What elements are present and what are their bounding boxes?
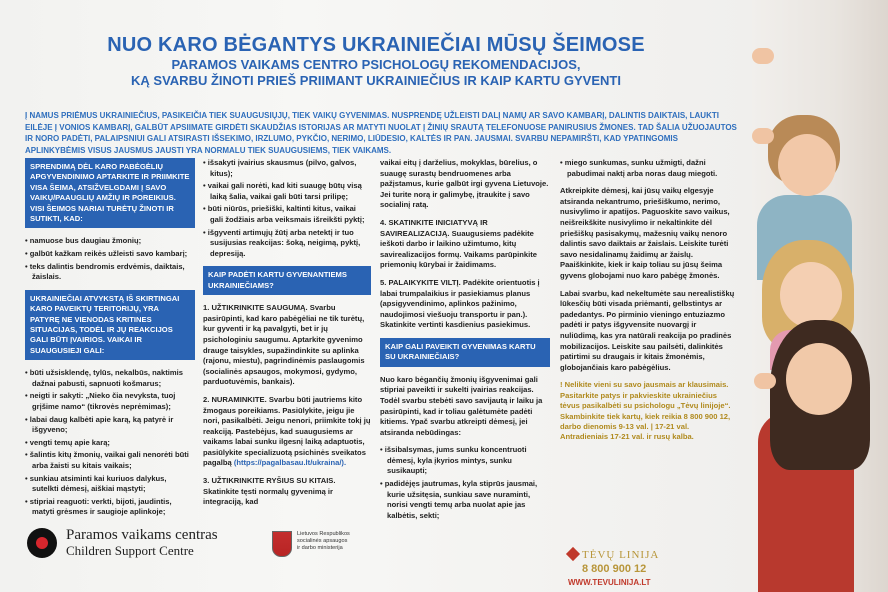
tevu-brand: TĖVŲ LINIJA bbox=[582, 549, 660, 561]
list-item: • šalintis kitų žmonių, vaikai gali nenorėti būti arba žaisti su kitais vaikais; bbox=[25, 450, 195, 471]
list-item: • būti niūrūs, priešiški, kaltinti kitus, vaikai gali žodžiais arba veiksmais išreikšti pyktį; bbox=[203, 204, 371, 225]
ministry-line-3: ir darbo ministerija bbox=[297, 545, 343, 551]
tip-3-continued: vaikai eitų į darželius, mokyklas, būrelius, o suaugę surastų bendruomenes arba pažįstamus, kurie galbūt irgi gyvena Lietuvoje. Jei turite norą ir galimybę, įtraukite į savo socialinį ratą. bbox=[380, 158, 549, 210]
list-item: • galbūt kažkam reikės užleisti savo kambarį; bbox=[25, 249, 195, 260]
tevu-phone[interactable]: 8 800 900 12 bbox=[582, 563, 647, 575]
list-item: • vengti temų apie karą; bbox=[25, 438, 195, 449]
tip-2-heading: 2. NURAMINKITE. bbox=[203, 394, 267, 404]
children-support-centre-logo bbox=[27, 527, 218, 558]
column-2 bbox=[203, 158, 371, 515]
hand-icon bbox=[752, 48, 774, 64]
list-item: • būti užsisklendę, tylūs, nekalbūs, naktimis dažnai pabusti, sapnuoti košmarus; bbox=[25, 368, 195, 389]
tip-3 bbox=[203, 476, 371, 508]
list-item: • išsibalsymas, jums sunku koncentruoti dėmesį, kyla įkyrios mintys, sunku susikaupti; bbox=[380, 445, 550, 477]
pvc-logo-icon bbox=[27, 528, 57, 558]
family-agreement-list bbox=[25, 236, 195, 282]
helpline-paragraph: ! Nelikite vieni su savo jausmais ar klausimais. Pasitarkite patys ir pakvieskite ukrainiečius tėvus pasikalbėti su psichologu „Tėvų linijoje“. Skambinkite tiek kartų, kiek reikia 8 800 900 12, darbo dienomis 9-13 val. | 17-21 val. Antradieniais 17-21 val. ir rusų kalba. bbox=[560, 380, 731, 442]
list-item: • stipriai reaguoti: verkti, bijoti, jaudintis, matyti grėsmes ir saugioje aplinkoje; bbox=[25, 497, 195, 518]
ministry-logo bbox=[272, 531, 367, 557]
info-box-how-to-help: KAIP PADĖTI KARTU GYVENANTIEMS UKRAINIEČIAMS? bbox=[203, 266, 371, 295]
tip-4 bbox=[380, 218, 550, 271]
intro-paragraph: Į NAMUS PRIĖMUS UKRAINIEČIUS, PASIKEIČIA TIEK SUAUGUSIŲJŲ, TIEK VAIKŲ GYVENIMAS. NUSPRENDĘ UŽLEISTI DALĮ NAMŲ AR SAVO KAMBARĮ, DALINTIS DAIKTAIS, LAUKTI EILĖJE Į VONIOS KAMBARĮ, GALBŪT APSIIMATE GIRDĖTI SKAUDŽIAS ISTORIJAS AR MATYTI NUOLAT Į ŽINIŲ SRAUTĄ TELEFONUOSE PANIRUSIUS ŽMONES. TAD ŠALIA UŽUOJAUTOS IR NORO PADĖTI, PALAIPSNIUI GALI ATSIRASTI IŠSEKIMO, IRZLUMO, PYKČIO, NERIMO, LIŪDESIO, KALTĖS IR PAN. JAUSMAI. SVARBU NEPAMIRŠTI, KAD YPATINGOMIS APLINKYBĖMIS VISUS JAUSMUS JAUSTI YRA NORMALU TIEK SUAUGUSIEMS, TIEK VAIKAMS. bbox=[25, 111, 737, 155]
list-item: • teks dalintis bendromis erdvėmis, daiktais, žaislais. bbox=[25, 262, 195, 283]
list-item: • sunkiau atsiminti kai kuriuos dalykus, sutelkti dėmesį, aiškiai mąstyti; bbox=[25, 474, 195, 495]
info-box-reactions: UKRAINIEČIAI ATVYKSTĄ IŠ SKIRTINGAI KARO PAVEIKTŲ TERITORIJŲ, YRA PATYRĘ NE VIENODAS KRITINES SITUACIJAS, TODĖL IR JŲ REAKCIJOS GALI BŪTI ĮVAIRIOS. VAIKAI IR SUAUGUSIEJI GALI: bbox=[25, 290, 195, 360]
impact-paragraph: Nuo karo bėgančių žmonių išgyvenimai gali stipriai paveikti ir sukelti įvairias reakcijas. Todėl svarbu stebėti savo savijautą ir laiku ja pasirūpinti, kad ir toliau galėtumėte padėti kitiems. Ypač svarbu atkreipti dėmesį, jei atsiranda nebūdingas: bbox=[380, 374, 543, 437]
list-item: • miego sunkumas, sunku užmigti, dažni pabudimai naktį arba noras daug miegoti. bbox=[560, 158, 736, 179]
child-2-face bbox=[780, 262, 842, 328]
subtitle-line-1: PARAMOS VAIKAMS CENTRO PSICHOLOGŲ REKOMENDACIJOS, bbox=[171, 57, 581, 72]
list-item: • neigti ir sakyti: „Nieko čia nevyksta, tuoj grįšime namo“ (tikrovės neprėmimas); bbox=[25, 391, 195, 412]
tip-5-heading: 5. PALAIKYKITE VILTĮ. bbox=[380, 277, 461, 287]
column-1 bbox=[25, 158, 195, 525]
list-item: • padidėjęs jautrumas, kyla stiprūs jausmai, kurie užsitęsia, sunkiau save nuraminti, norisi vengti temų arba nuolat apie jas kalbėtis, sekti; bbox=[380, 479, 550, 521]
list-item: • labai daug kalbėti apie karą, ką patyrė ir išgyveno; bbox=[25, 415, 195, 436]
child-1-face bbox=[778, 134, 836, 196]
tip-5-text: Padėkite orientuotis į labai trumpalaikius ir pasiekiamus planus (apsigyvendinimo, aplinkos pažinimo, naudojimosi viešuoju transportu ir pan.). Skatinkite vertinti kasdienius pasiekimus. bbox=[380, 277, 540, 330]
children-photo bbox=[752, 0, 888, 592]
pvc-name-lt: Paramos vaikams centras bbox=[66, 527, 218, 543]
page-title: NUO KARO BĖGANTYS UKRAINIEČIAI MŪSŲ ŠEIMOSE bbox=[107, 34, 645, 56]
tip-4-text: Suaugusiems padėkite ieškoti darbo ir laikino užimtumo, kitų savirealizacijos formų. Vaikams parūpinkite priemonių kūrybai ir žaidimams. bbox=[380, 228, 538, 270]
list-item: • vaikai gali norėti, kad kiti suaugę būtų visą laiką šalia, vaikai gali būti tarsi prilipę; bbox=[203, 181, 371, 202]
page-subtitle bbox=[0, 57, 752, 89]
ministry-line-2: socialinės apsaugos bbox=[297, 538, 348, 544]
pvc-name-en: Children Support Centre bbox=[66, 543, 194, 558]
hand-icon bbox=[752, 128, 774, 144]
tip-5 bbox=[380, 278, 550, 331]
tevu-linija-logo bbox=[568, 545, 678, 587]
subtitle-line-2: KĄ SVARBU ŽINOTI PRIEŠ PRIIMANT UKRAINIEČIUS IR KAIP KARTU GYVENTI bbox=[131, 73, 621, 88]
coat-of-arms-icon bbox=[272, 531, 292, 557]
tip-1-heading: 1. UŽTIKRINKITE SAUGUMĄ. bbox=[203, 303, 308, 313]
expectations-paragraph: Labai svarbu, kad nekeltumėte sau nerealistiškų lūkesčių būti visada priėmanti, gelbstintys ar padedantys. Po pirminio vieningo entuziazmo padėti ir patys išgyvensite nuovargį ir nuliūdimą, kas yra natūrali reakcija po pradinės mobilizacijos. Leiskite sau pailsėti, dalinkitės patirtimi su draugais ir kitais žmonėmis, globojančiais karo pabėgėlius. bbox=[560, 288, 735, 372]
child-3-face bbox=[786, 343, 852, 415]
reactions-list-continued bbox=[203, 158, 371, 259]
tip-2 bbox=[203, 395, 371, 469]
list-item: • namuose bus daugiau žmonių; bbox=[25, 236, 195, 247]
column-3 bbox=[380, 158, 550, 528]
list-item: • išgyventi artimųjų žūtį arba netektį ir tuo susijusias reakcijas: šoką, neigimą, pyktį, depresiją. bbox=[203, 228, 371, 260]
tip-1 bbox=[203, 303, 371, 388]
heart-icon bbox=[566, 547, 580, 561]
tip-4-heading: 4. SKATINKITE INICIATYVĄ IR SAVIREALIZACIJĄ. bbox=[380, 217, 488, 238]
tevu-website-link[interactable]: WWW.TEVULINIJA.LT bbox=[568, 578, 651, 587]
tip-2-text: Svarbu būti jautriems kito žmogaus poreikiams. Pasiūlykite, jeigu jie nori, pasikalbėti. Jeigu nenori, priimkite tokį jų reakciją. Pastebėjus, kad suaugusiems ar vaikams labai sunku ilgesnį laiką adaptuotis, pasiūlykite specializuotą psichinės sveikatos pagalbą bbox=[203, 394, 371, 468]
ministry-line-1: Lietuvos Respublikos bbox=[297, 531, 350, 537]
impact-list-continued bbox=[560, 158, 736, 179]
info-box-living-together: KAIP GALI PAVEIKTI GYVENIMAS KARTU SU UKRAINIEČIAIS? bbox=[380, 338, 550, 367]
column-4 bbox=[560, 158, 736, 450]
tip-3-text: Skatinkite tęsti normalų gyvenimą ir integraciją, kad bbox=[203, 486, 333, 507]
reactions-list bbox=[25, 368, 195, 518]
hand-icon bbox=[754, 373, 776, 389]
tip-3-heading: 3. UŽTIKRINKITE RYŠIUS SU KITAIS. bbox=[203, 476, 336, 486]
list-item: • išsakyti įvairius skausmus (pilvo, galvos, kitus); bbox=[203, 158, 371, 179]
impact-list bbox=[380, 445, 550, 521]
info-box-decision: SPRENDIMĄ DĖL KARO PABĖGĖLIŲ APGYVENDINIMO APTARKITE IR PRIIMKITE VISA ŠEIMA, ATSIŽVELGDAMI Į SAVO VAIKŲ/PAAUGLIŲ AMŽIŲ IR POREIKIUS. VISI ŠEIMOS NARIAI TURĖTŲ ŽINOTI IR SUTIKTI, KAD: bbox=[25, 158, 195, 228]
pagalbasau-link[interactable]: (https://pagalbasau.lt/ukraina/). bbox=[233, 458, 347, 468]
tip-1-text: Svarbu pasirūpinti, kad karo pabėgėliai ne tik turėtų, kur gyventi ir ką pavalgyti, bet ir jų psichologiniu saugumu. Aptarkite gyvenimo drauge taisykles, supažindinkite su aplinka (rajonu, miestu), pagrindinėmis paslaugomis (socialinės apsaugos, mokymosi, gydymo, parduotuvėmis, bankais). bbox=[203, 303, 365, 387]
children-behavior-paragraph: Atkreipkite dėmesį, kai jūsų vaikų elgesyje atsiranda nekantrumo, priešiškumo, nerimo, nusivylimo ir apatijos. Paguoskite savo vaikus, neišreikškite nusivylimo ir nekaltinkite dėl priešiškų pasisakymų, mažesnių vaikų nenoro dalintis savo daiktais ar žaislais. Leiskite turėti savo nesidalinamų žaidimų ar žaislų. Paaiškinkite, kiek ir kaip toliau su jūsų šeima gyvens globojami nuo karo pabėgę žmonės. bbox=[560, 186, 730, 280]
